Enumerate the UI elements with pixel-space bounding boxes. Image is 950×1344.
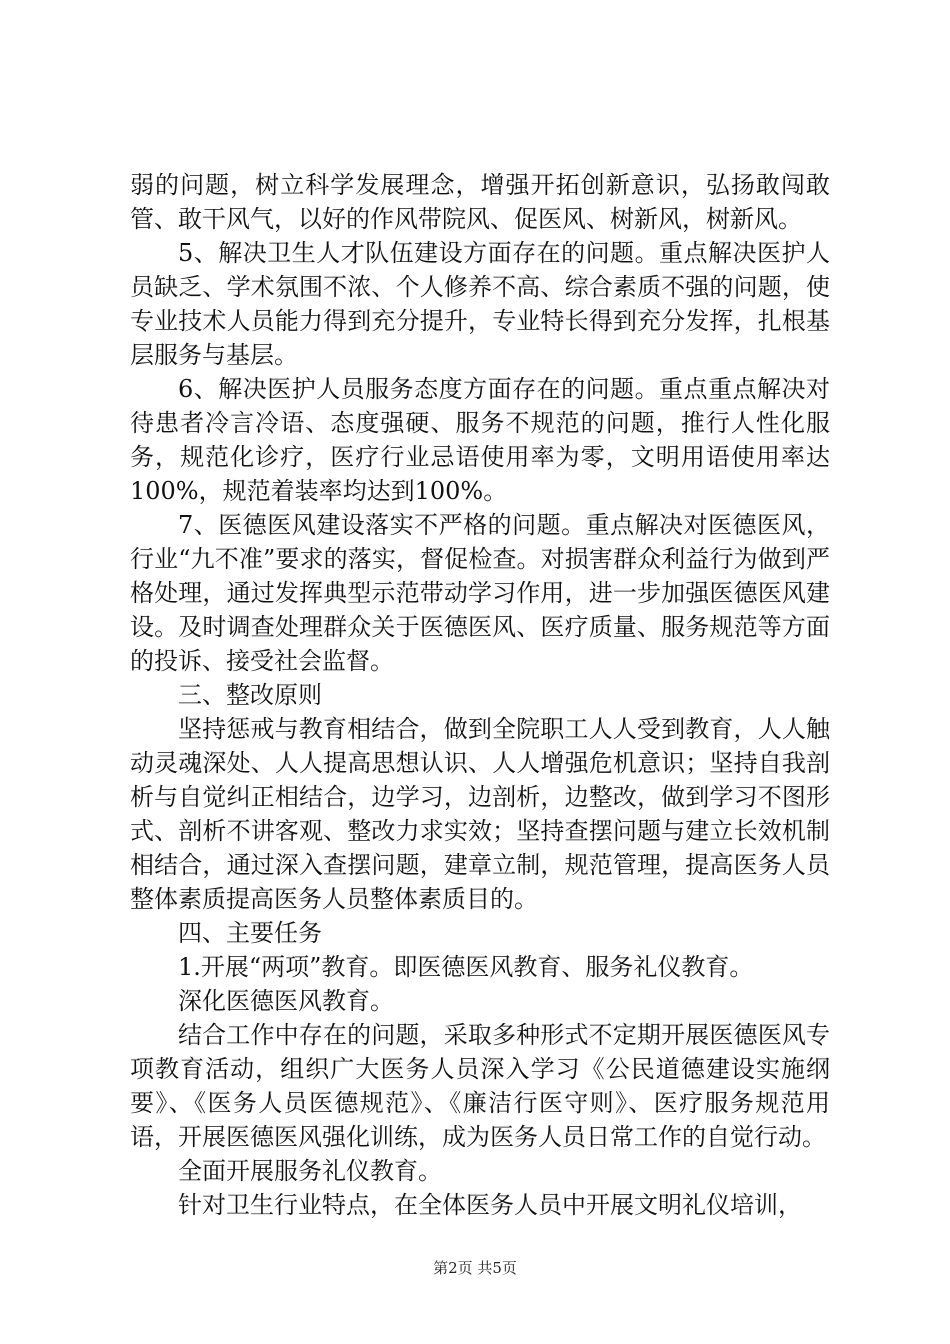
- paragraph-6: 坚持惩戒与教育相结合，做到全院职工人人受到教育，人人触动灵魂深处、人人提高思想认识、人人增强危机意识；坚持自我剖析与自觉纠正相结合，边学习，边剖析，边整改，做到学习不图形式、剖析不讲客观、整改力求实效；坚持查摆问题与建立长效机制相结合，通过深入查摆问题，建章立制，规范管理，提高医务人员整体素质提高医务人员整体素质目的。: [130, 715, 830, 913]
- paragraph-2: 5、解决卫生人才队伍建设方面存在的问题。重点解决医护人员缺乏、学术氛围不浓、个人修养不高、综合素质不强的问题，使专业技术人员能力得到充分提升，专业特长得到充分发挥，扎根基层服务与基层。: [130, 239, 830, 369]
- paragraph-8: 1.开展“两项”教育。即医德医风教育、服务礼仪教育。: [178, 953, 754, 981]
- page-number-footer: 第2页 共5页: [433, 1259, 517, 1277]
- section-heading-3: 三、整改原则: [178, 681, 322, 709]
- paragraph-11: 全面开展服务礼仪教育。: [178, 1157, 442, 1185]
- paragraph-12: 针对卫生行业特点，在全体医务人员中开展文明礼仪培训，: [178, 1191, 802, 1219]
- document-body: [130, 168, 830, 1222]
- paragraph-1: 弱的问题，树立科学发展理念，增强开拓创新意识，弘扬敢闯敢管、敢干风气，以好的作风带院风、促医风、树新风，树新风。: [130, 171, 830, 233]
- paragraph-10: 结合工作中存在的问题，采取多种形式不定期开展医德医风专项教育活动，组织广大医务人员深入学习《公民道德建设实施纲要》、《医务人员医德规范》、《廉洁行医守则》、医疗服务规范用语，开展医德医风强化训练，成为医务人员日常工作的自觉行动。: [130, 1021, 830, 1151]
- paragraph-3: 6、解决医护人员服务态度方面存在的问题。重点重点解决对待患者冷言冷语、态度强硬、服务不规范的问题，推行人性化服务，规范化诊疗，医疗行业忌语使用率为零，文明用语使用率达100%，规范着装率均达到100%。: [130, 375, 830, 505]
- section-heading-4: 四、主要任务: [178, 919, 322, 947]
- paragraph-4: 7、医德医风建设落实不严格的问题。重点解决对医德医风，行业“九不准”要求的落实，督促检查。对损害群众利益行为做到严格处理，通过发挥典型示范带动学习作用，进一步加强医德医风建设。及时调查处理群众关于医德医风、医疗质量、服务规范等方面的投诉、接受社会监督。: [130, 511, 830, 675]
- paragraph-9: 深化医德医风教育。: [178, 987, 394, 1015]
